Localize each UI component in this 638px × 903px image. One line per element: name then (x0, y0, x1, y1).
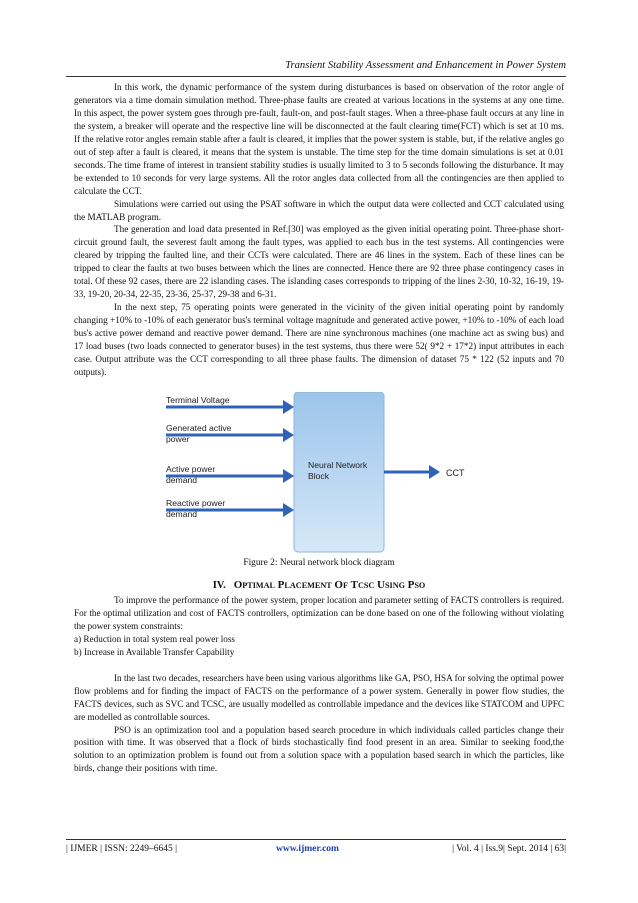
label-line: power (166, 433, 190, 444)
header-rule (66, 76, 566, 77)
list-item: a) Reduction in total system real power loss (74, 633, 236, 644)
spacer (74, 659, 564, 672)
footer-rule (66, 839, 566, 840)
footer-volume-page: | Vol. 4 | Iss.9| Sept. 2014 | 63| (452, 844, 566, 854)
paragraph: The generation and load data presented in Ref.[30] was employed as the given initial operating point. Three-phase short-circuit ground fault, the severest fault among the fault types, was applied to each bus in the test systems. All contingencies were cleared by tripping the faulted line, and their CCTs were calculated. There are 46 lines in the system. Each of these lines can be tripped to clear the faults at two buses between which the lines are connected. Hence there are 92 three phase contingency cases in total. Of these 92 cases, there are 22 islanding cases. The islanding cases corresponds to tripping of the lines 2-30, 10-32, 16-19, 19-33, 19-20, 20-34, 22-35, 23-36, 25-37, 29-38 and 6-31. (74, 224, 564, 300)
label-line: Neural Network (308, 459, 368, 470)
section-title: OPTIMAL PLACEMENT OF TCSC USING PSO (233, 578, 426, 591)
page-body (74, 81, 564, 775)
label-line: Active power (166, 463, 216, 474)
neural-network-block-diagram (74, 392, 564, 554)
list-item: b) Increase in Available Transfer Capability (74, 646, 235, 657)
figure-caption: Figure 2: Neural network block diagram (243, 557, 395, 568)
paragraph: Simulations were carried out using the PSAT software in which the output data were collected and CCT calculated using the MATLAB program. (74, 198, 564, 222)
label-line: Block (308, 470, 330, 481)
output-label-cct: CCT (446, 467, 465, 478)
footer-website-link[interactable]: www.ijmer.com (276, 844, 339, 854)
input-label-terminal-voltage: Terminal Voltage (166, 394, 230, 405)
label-line: demand (166, 474, 198, 485)
running-header: Transient Stability Assessment and Enhancement in Power System (285, 60, 566, 71)
paragraph: In this work, the dynamic performance of the system during disturbances is based on observation of the rotor angle of generators via a time domain simulation method. Three-phase faults are created at various locations in the systems at any one time. In this aspect, the power system goes through pre-fault, fault-on, and post-fault stages. When a three-phase fault occurs at any line in the system, a breaker will operate and the respective line will be disconnected at the fault clearing time(FCT) which is set at 10 ms. If the relative rotor angles remain stable after a fault is cleared, it implies that the power system is stable, but, if the relative angles go out of step after a fault is cleared, it means that the system is unstable. The time step for the time domain simulations is set at 0.01 seconds. The time frame of interest in transient stability studies is usually limited to 3 to 5 seconds following the disturbance. It may be extended to 10 seconds for very large systems. All the rotor angles data collected from all the contingencies are then applied to calculate the CCT. (74, 82, 564, 196)
list (74, 633, 564, 659)
paragraph: To improve the performance of the power system, proper location and parameter setting of FACTS controllers is required. For the optimal utilization and cost of FACTS controllers, optimization can be done based on one of the following without violating the power system constraints: (74, 594, 564, 631)
paragraph: PSO is an optimization tool and a population based search procedure in which individuals called particles change their position with time. It was observed that a flock of birds stochastically find food present in an area. Similar to seeking food,the solution to an optimization problem is found out from a solution space with a population based search in which the particles, like birds, change their positions with time. (74, 724, 564, 774)
label-line: Generated active (166, 422, 232, 433)
section-number: IV. (212, 579, 226, 591)
output-arrow-cct (384, 465, 440, 479)
footer-journal-issn: | IJMER | ISSN: 2249–6645 | (66, 844, 178, 854)
figure-neural-network-diagram (74, 392, 564, 554)
paragraph: In the last two decades, researchers have been using various algorithms like GA, PSO, HSA for solving the optimal power flow problems and for finding the impact of FACTS on the performance of a power system. Generally in power flow studies, the FACTS devices, such as SVC and TCSC, are usually modelled as controllable impedance and the devices like STATCOM and UPFC are modelled as controllable sources. (74, 672, 564, 722)
paragraph: In the next step, 75 operating points were generated in the vicinity of the given initial operating point by randomly changing +10% to -10% of each generator bus's terminal voltage magnitude and generated active power, +10% to -10% of each load bus's active power demand and reactive power demand. There are nine synchronous machines (one machine act as swing bus) and 17 load buses (two loads connected to generator buses) in the test systems, thus there were 52( 9*2 + 17*2) input attributes in each case. Output attribute was the CCT corresponding to all three phase faults. The dimension of dataset 75 * 122 (52 inputs and 70 outputs). (74, 302, 564, 377)
label-line: demand (166, 508, 198, 519)
section-heading (74, 579, 564, 591)
label-line: Reactive power (166, 497, 226, 508)
